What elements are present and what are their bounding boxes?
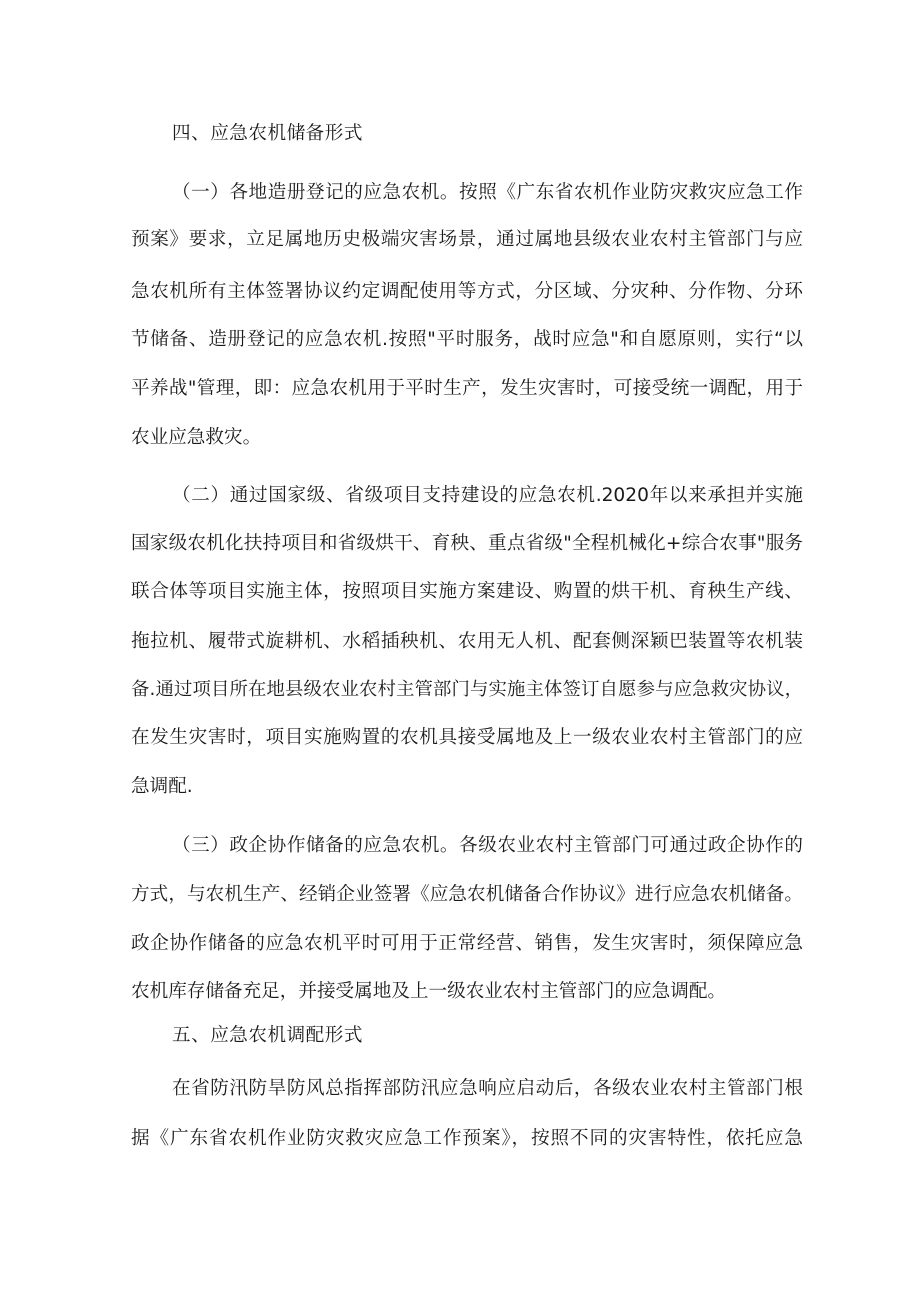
paragraph-line: 方式，与农机生产、经销企业签署《应急农机储备合作协议》进行应急农机储备。 bbox=[131, 884, 803, 905]
paragraph-line: （二）通过国家级、省级项目支持建设的应急农机.2020年以来承担并实施 bbox=[172, 485, 803, 506]
paragraph-line: 农机库存储备充足，并接受属地及上一级农业农村主管部门的应急调配。 bbox=[131, 981, 727, 1002]
paragraph-line: 农业应急救灾。 bbox=[131, 427, 262, 448]
paragraph-line: （一）各地造册登记的应急农机。按照《广东省农机作业防灾救灾应急工作 bbox=[172, 182, 803, 203]
section-5-heading: 五、应急农机调配形式 bbox=[172, 1025, 363, 1046]
paragraph-line: 拖拉机、履带式旋耕机、水稻插秧机、农用无人机、配套侧深颖巴装置等农机装 bbox=[131, 631, 803, 652]
paragraph-line: 据《广东省农机作业防灾救灾应急工作预案》，按照不同的灾害特性，依托应急 bbox=[131, 1128, 803, 1149]
paragraph-line: 政企协作储备的应急农机平时可用于正常经营、销售，发生灾害时，须保障应急 bbox=[131, 933, 803, 954]
paragraph-line: 国家级农机化扶持项目和省级烘干、育秧、重点省级"全程机械化+综合农事"服务 bbox=[131, 533, 803, 554]
section-4-heading: 四、应急农机储备形式 bbox=[172, 123, 363, 144]
paragraph-line: 联合体等项目实施主体，按照项目实施方案建设、购置的烘干机、育秧生产线、 bbox=[131, 581, 803, 602]
paragraph-line: 急农机所有主体签署协议约定调配使用等方式，分区域、分灾种、分作物、分环 bbox=[131, 281, 803, 302]
paragraph-line: 在发生灾害时，项目实施购置的农机具接受属地及上一级农业农村主管部门的应 bbox=[131, 727, 803, 748]
paragraph-line: 备.通过项目所在地县级农业农村主管部门与实施主体签订自愿参与应急救灾协议， bbox=[131, 679, 803, 700]
paragraph-line: 平养战"管理，即：应急农机用于平时生产，发生灾害时，可接受统一调配，用于 bbox=[131, 378, 803, 399]
paragraph-line: 节储备、造册登记的应急农机.按照"平时服务，战时应急"和自愿原则，实行“以 bbox=[131, 329, 803, 350]
paragraph-line: 在省防汛防旱防风总指挥部防汛应急响应启动后，各级农业农村主管部门根 bbox=[172, 1078, 803, 1099]
paragraph-line: 预案》要求，立足属地历史极端灾害场景，通过属地县级农业农村主管部门与应 bbox=[131, 229, 803, 250]
paragraph-line: （三）政企协作储备的应急农机。各级农业农村主管部门可通过政企协作的 bbox=[172, 835, 803, 856]
paragraph-line: 急调配. bbox=[131, 776, 193, 797]
